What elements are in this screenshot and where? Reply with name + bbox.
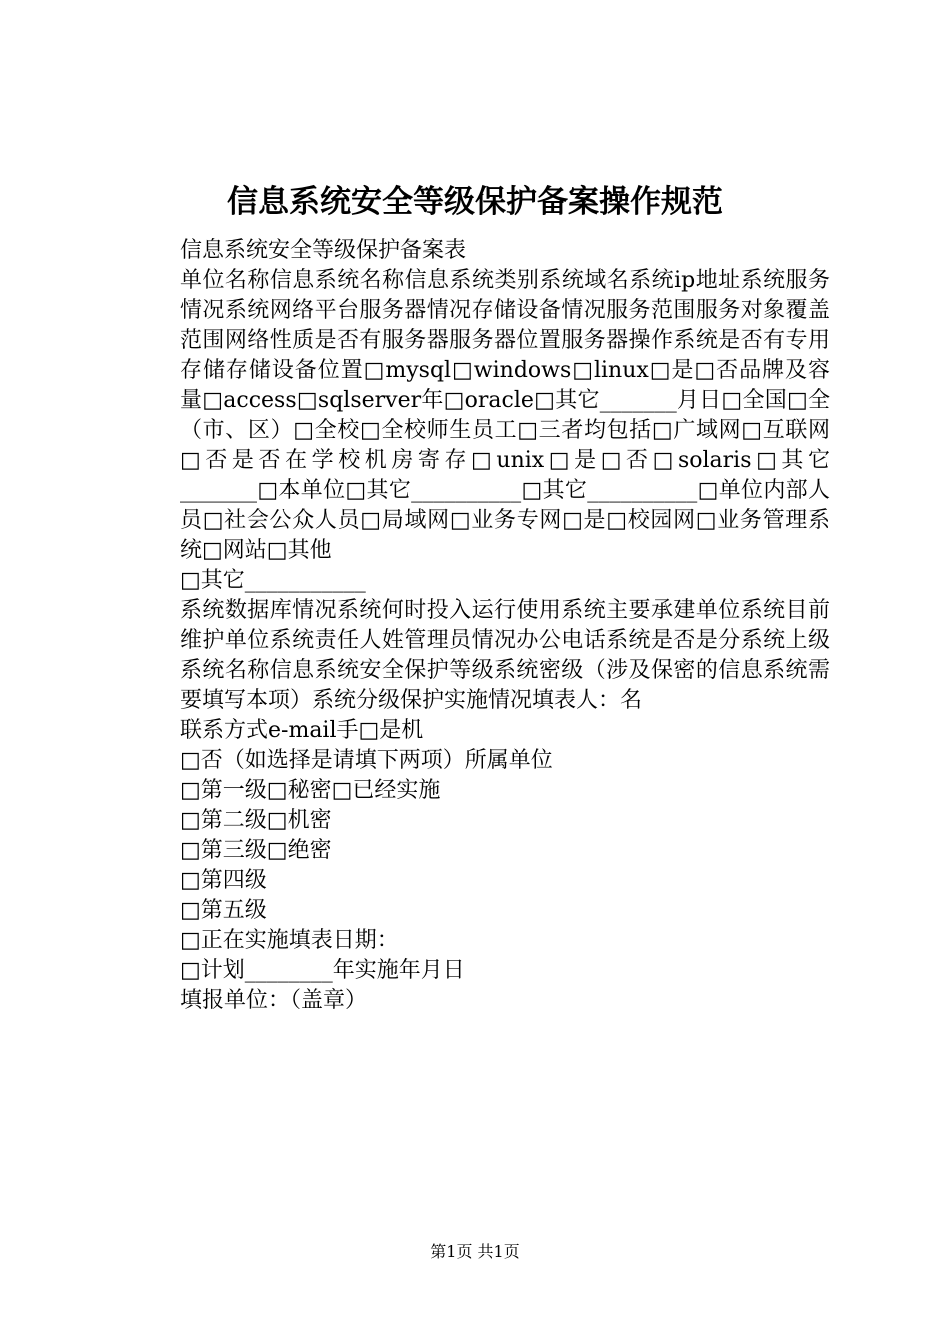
paragraph-level-3: □第三级□绝密 [180, 838, 332, 863]
document-body [128, 236, 830, 1016]
paragraph-level-4: □第四级 [180, 868, 267, 893]
paragraph-contact: 联系方式e-mail手□是机 [180, 718, 424, 743]
paragraph-other: □其它___________ [180, 568, 366, 593]
paragraph-level-5: □第五级 [180, 898, 267, 923]
paragraph-reporting-unit: 填报单位：（盖章） [180, 988, 368, 1013]
paragraph-plan: □计划________年实施年月日 [180, 958, 465, 983]
paragraph-in-progress: □正在实施填表日期： [180, 928, 399, 953]
paragraph-system-info: 单位名称信息系统名称信息系统类别系统域名系统ip地址系统服务情况系统网络平台服务器情况存储设备情况服务范围服务对象覆盖范围网络性质是否有服务器服务器位置服务器操作系统是否有专用存储存储设备位置□mysql□windows□linux□是□否品牌及容量□access□sqlserver年□oracle□其它_______月日□全国□全（市、区）□全校□全校师生员工□三者均包括□广域网□互联网□否是否在学校机房寄存□unix□是□否□solaris□其它_______□本单位□其它__________□其它__________□单位内部人员□社会公众人员□局域网□业务专网□是□校园网□业务管理系统□网站□其他 [180, 268, 830, 563]
paragraph-option-no: □否（如选择是请填下两项）所属单位 [180, 748, 553, 773]
document-title: 信息系统安全等级保护备案操作规范 [227, 184, 723, 220]
paragraph-level-1: □第一级□秘密□已经实施 [180, 778, 441, 803]
paragraph-system-database: 系统数据库情况系统何时投入运行使用系统主要承建单位系统目前维护单位系统责任人姓管理员情况办公电话系统是否是分系统上级系统名称信息系统安全保护等级系统密级（涉及保密的信息系统需要填写本项）系统分级保护实施情况填表人：名 [180, 598, 830, 713]
paragraph-level-2: □第二级□机密 [180, 808, 332, 833]
paragraph-form-title: 信息系统安全等级保护备案表 [180, 238, 467, 263]
page-footer: 第1页 共1页 [430, 1242, 520, 1261]
